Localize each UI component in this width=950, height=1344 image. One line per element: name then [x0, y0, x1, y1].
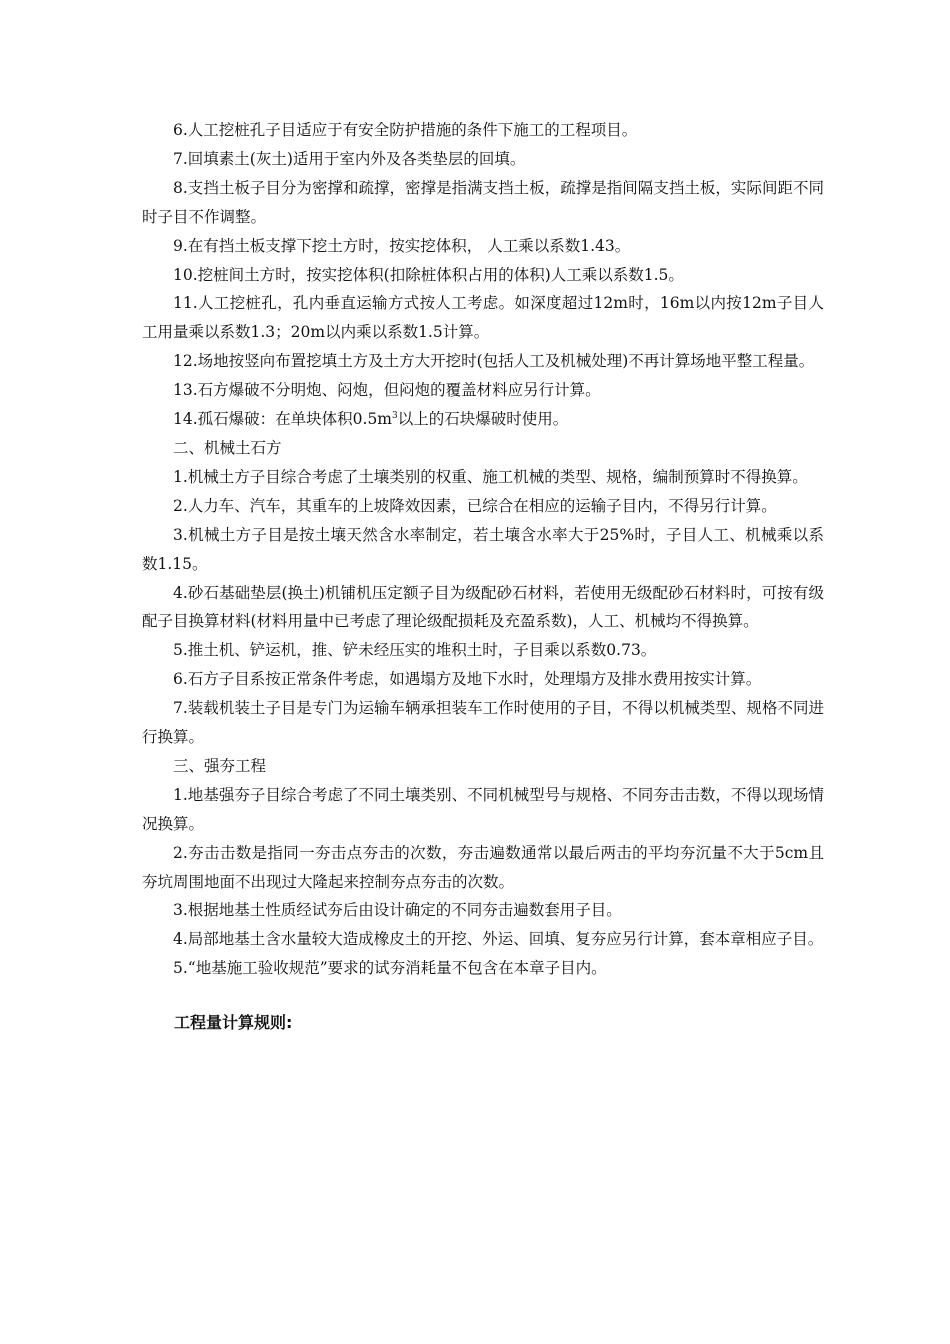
paragraph: 9.在有挡土板支撑下挖土方时，按实挖体积， 人工乘以系数1.43。 [173, 236, 631, 255]
paragraph-14 [142, 405, 824, 434]
paragraph: 1.机械土方子目综合考虑了土壤类别的权重、施工机械的类型、规格，编制预算时不得换算。 [173, 467, 808, 486]
paragraph: 8.支挡土板子目分为密撑和疏撑，密撑是指满支挡土板，疏撑是指间隔支挡土板，实际间距不同时子目不作调整。 [142, 178, 824, 226]
section-title: 工程量计算规则: [174, 1013, 293, 1033]
paragraph: 1.地基强夯子目综合考虑了不同土壤类别、不同机械型号与规格、不同夯击击数，不得以现场情况换算。 [142, 785, 824, 833]
paragraph: 3.根据地基土性质经试夯后由设计确定的不同夯击遍数套用子目。 [173, 901, 622, 920]
paragraph: 13.石方爆破不分明炮、闷炮，但闷炮的覆盖材料应另行计算。 [173, 381, 601, 400]
subheading-machine-earthwork: 二、机械土石方 [173, 438, 282, 457]
superscript: 3 [392, 411, 398, 422]
paragraph: 12.场地按竖向布置挖填土方及土方大开挖时(包括人工及机械处理)不再计算场地平整工程量。 [173, 352, 815, 371]
paragraph: 4.局部地基土含水量较大造成橡皮土的开挖、外运、回填、复夯应另行计算，套本章相应子目。 [173, 930, 824, 949]
paragraph: 11.人工挖桩孔，孔内垂直运输方式按人工考虑。如深度超过12m时，16m以内按12m子目人工用量乘以系数1.3；20m以内乘以系数1.5计算。 [142, 294, 824, 342]
paragraph: 2.人力车、汽车，其重车的上坡降效因素，已综合在相应的运输子目内，不得另行计算。 [173, 496, 777, 515]
paragraph: 6.人工挖桩孔子目适应于有安全防护措施的条件下施工的工程项目。 [173, 121, 638, 139]
paragraph: 3.机械土方子目是按土壤天然含水率制定，若土壤含水率大于25%时，子目人工、机械乘以系数1.15。 [142, 525, 824, 573]
paragraph: 5.推土机、铲运机，推、铲未经压实的堆积土时，子目乘以系数0.73。 [173, 641, 657, 660]
document-page [142, 116, 824, 1038]
paragraph: 6.石方子目系按正常条件考虑，如遇塌方及地下水时，处理塌方及排水费用按实计算。 [173, 670, 762, 689]
paragraph: 4.砂石基础垫层(换土)机铺机压定额子目为级配砂石材料，若使用无级配砂石材料时，可按有级配子目换算材料(材料用量中已考虑了理论级配损耗及充盈系数)，人工、机械均不得换算。 [142, 583, 824, 631]
paragraph: 7.装载机装土子目是专门为运输车辆承担装车工作时使用的子目，不得以机械类型、规格不同进行换算。 [142, 699, 824, 747]
paragraph-text: 以上的石块爆破时使用。 [397, 410, 569, 429]
paragraph-text: 14.孤石爆破：在单块体积0.5m [173, 410, 392, 429]
subheading-dynamic-compaction: 三、强夯工程 [173, 756, 267, 775]
paragraph: 7.回填素土(灰土)适用于室内外及各类垫层的回填。 [173, 149, 526, 168]
paragraph: 2.夯击击数是指同一夯击点夯击的次数，夯击遍数通常以最后两击的平均夯沉量不大于5cm且夯坑周围地面不出现过大隆起来控制夯点夯击的次数。 [142, 843, 824, 891]
paragraph: 5.“地基施工验收规范”要求的试夯消耗量不包含在本章子目内。 [173, 959, 607, 978]
paragraph: 10.挖桩间土方时，按实挖体积(扣除桩体积占用的体积)人工乘以系数1.5。 [173, 265, 684, 284]
